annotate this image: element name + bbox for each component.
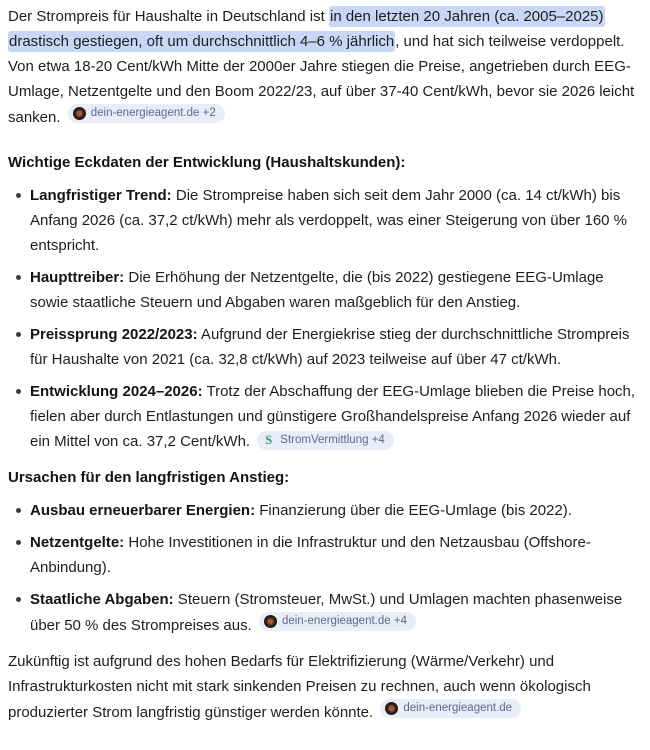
stromvermittlung-favicon-icon: S bbox=[265, 433, 273, 447]
list-item-text: Hohe Investitionen in die Infrastruktur und den Netzausbau (Offshore-Anbindung). bbox=[30, 534, 591, 576]
list-item-lead: Langfristiger Trend: bbox=[30, 187, 172, 204]
list-item-lead: Preissprung 2022/2023: bbox=[30, 326, 198, 343]
intro-text-post: , und hat sich teilweise verdoppelt. Von etwa 18-20 Cent/kWh Mitte der 2000er Jahre stiegen die Preise, angetrieben durch EEG-Umlage, Netzentgelte und den Boom 2022/23, auf über 37-40 Cent/kWh, bevor sie 2026 leicht sanken. bbox=[8, 33, 635, 126]
list-item bbox=[30, 498, 640, 523]
list-item bbox=[30, 379, 640, 454]
citation-label: dein-energieagent.de +4 bbox=[281, 615, 407, 627]
citation-label: StromVermittlung +4 bbox=[280, 434, 385, 446]
citation-label: dein-energieagent.de bbox=[403, 702, 513, 714]
list-item-lead: Entwicklung 2024–2026: bbox=[30, 383, 203, 400]
list-item bbox=[30, 183, 640, 258]
list-item bbox=[30, 530, 640, 580]
citation-chip[interactable] bbox=[259, 612, 416, 631]
citation-chip[interactable] bbox=[68, 104, 225, 123]
dein-energieagent-favicon-icon bbox=[73, 107, 86, 120]
outro-paragraph bbox=[8, 649, 640, 725]
outro-text: Zukünftig ist aufgrund des hohen Bedarfs für Elektrifizierung (Wärme/Verkehr) und Infrastrukturkosten nicht mit stark sinkenden Preisen zu rechnen, auch wenn ökologisch produzierter Strom langfristig günstiger werden könnte. bbox=[8, 653, 591, 721]
list-item-text: Die Erhöhung der Netzentgelte, die (bis 2022) gestiegene EEG-Umlage sowie staatliche Steuern und Abgaben waren maßgeblich für den Anstieg. bbox=[30, 269, 604, 311]
list-item-text: Die Strompreise haben sich seit dem Jahr 2000 (ca. 14 ct/kWh) bis Anfang 2026 (ca. 37,2 ct/kWh) mehr als verdoppelt, was einer Steigerung von über 160 % entspricht. bbox=[30, 187, 628, 254]
list-item-lead: Staatliche Abgaben: bbox=[30, 591, 174, 608]
highlighted-text: in den letzten 20 Jahren (ca. 2005–2025) drastisch gestiegen, oft um durchschnittlich 4–6 % jährlich bbox=[9, 8, 604, 50]
intro-paragraph bbox=[8, 4, 640, 130]
list-item-lead: Haupttreiber: bbox=[30, 269, 125, 286]
list-item-text: Trotz der Abschaffung der EEG-Umlage blieben die Preise hoch, fielen aber durch Entlastungen und günstigere Großhandelspreise Anfang 2026 wieder auf ein Mittel von ca. 37,2 Cent/kWh. bbox=[30, 383, 636, 450]
citation-label: dein-energieagent.de +2 bbox=[90, 107, 216, 119]
list-item-text: Steuern (Stromsteuer, MwSt.) und Umlagen machten phasenweise über 50 % des Strompreises aus. bbox=[30, 591, 623, 634]
section-heading-eckdaten: Wichtige Eckdaten der Entwicklung (Haushaltskunden): bbox=[8, 154, 406, 171]
list-item bbox=[30, 322, 640, 372]
section-heading-ursachen: Ursachen für den langfristigen Anstieg: bbox=[8, 469, 290, 486]
list-item bbox=[30, 587, 640, 638]
ursachen-list bbox=[8, 498, 640, 638]
eckdaten-list bbox=[8, 183, 640, 454]
list-item-text: Aufgrund der Energiekrise stieg der durchschnittliche Strompreis für Haushalte von 2021 (ca. 32,8 ct/kWh) auf 2023 teilweise auf über 47 ct/kWh. bbox=[30, 326, 630, 368]
list-item-lead: Netzentgelte: bbox=[30, 534, 125, 551]
dein-energieagent-favicon-icon bbox=[385, 702, 398, 715]
dein-energieagent-favicon-icon bbox=[264, 615, 277, 628]
intro-text-pre: Der Strompreis für Haushalte in Deutschland ist bbox=[8, 8, 329, 25]
list-item bbox=[30, 265, 640, 315]
list-item-lead: Ausbau erneuerbarer Energien: bbox=[30, 502, 256, 519]
list-item-text: Finanzierung über die EEG-Umlage (bis 2022). bbox=[255, 502, 572, 519]
citation-chip[interactable] bbox=[257, 431, 394, 450]
citation-chip[interactable] bbox=[380, 699, 521, 718]
